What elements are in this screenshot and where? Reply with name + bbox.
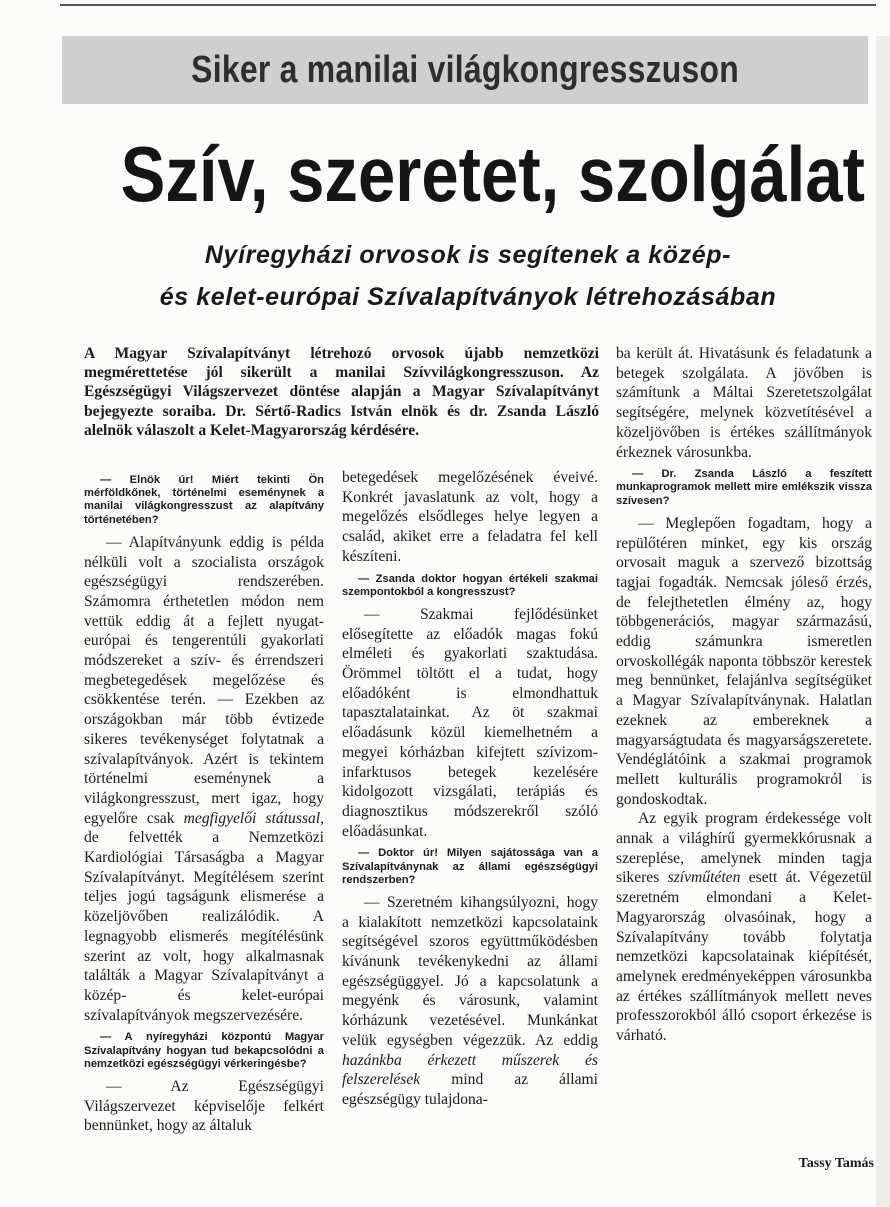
top-rule [60,4,876,6]
answer-4-emphasis: hazánkba érkezett műszerek és felszerelések [342,1051,598,1089]
answer-4-end: ba került át. Hivatásunk és feladatunk a betegek szolgálata. A jövőben is számítunk a Máltai Szeretetszolgálat segítségére, melynek közvetítésével a közeljövőben is értékes szállítmányok érkeznek városunkba. [616,345,872,461]
answer-4-text: — Szeretném kihangsúlyozni, hogy a kialakított nemzetközi kapcsolataink segítségével szoros együttműködésben kívánunk tevékenykedni az állami egészségüggyel. Jó a kapcsolatunk a megyénk és városunk, valamint kórházunk vezetésével. Munkánkat velük egységben végezzük. Az eddig [342,893,598,1049]
author-signature: Tassy Tamás [798,1156,874,1171]
subhead-line-1: Nyíregyházi orvosok is segítenek a közép- [204,241,732,269]
answer-2-continued: betegedések megelőzésének éveivé. Konkrét javaslatunk az volt, hogy a megelőzés elsődleges helye legyen a család, akiket erre a feladatra fel kell készíteni. [342,469,598,565]
answer-6-emphasis: szívműtéten [667,869,741,887]
subhead-line-2: és kelet-európai Szívalapítványok létrehozásában [159,283,777,311]
answer-4 [342,893,598,1110]
headline-text: Szív, szeretet, szolgálat [120,130,865,218]
answer-2: — Az Egészségügyi Világszervezet képviselője felkért bennünket, hogy az általuk [84,1078,324,1135]
subheadline [60,234,876,318]
page-edge-shadow [876,36,890,1207]
answer-5: — Meglepően fogadtam, hogy a repülőtéren minket, egy kis ország orvosait maguk a szervező bizottság tagjai fogadták. Nemcsak jóleső érzés, de felejthetetlen élmény az, hogy többgenerációs, magyar származású, eddig számunkra ismeretlen orvoskollégák naponta többször kerestek meg bennünket, felajánlva segítségüket a Magyar Szívalapítványnak. Halatlan ezeknek az embereknek a magyarságtudata és magyarságszeretete. Vendéglátóink a szakmai programok mellett kulturális programokról is gondoskodtak. [616,514,872,808]
question-1: — Elnök úr! Miért tekinti Ön mérföldkőnek, történelmi eseménynek a manilai világkongresszust az alapítvány történetében? [84,474,324,526]
answer-1-continued: de felvették a Nemzetközi Kardiológiai Társaságba a Magyar Szívalapítványt. Megítélésem szerint teljes jogú tagságunk elismerése a közeljövőben realizálódik. A legnagyobb elismerés megítélésünk szerint az volt, hogy alkalmasnak találták a Magyar Szívalapítványt a közép- és kelet-európai szívalapítványok megszervezésére. [84,829,324,1024]
headline [60,128,876,220]
answer-6 [616,809,872,1045]
answer-6-continued: esett át. Végezetül szeretném elmondani a Kelet-Magyarország olvasóinak, hogy a Szívalapítvány tovább folytatja nemzetközi kapcsolatainak kiépítését, amelynek eredményeképpen városunkba az értékes szállítmányok mellett neves professzorokból álló csoport érkezése is várható. [616,869,872,1045]
column-3 [616,344,872,1046]
kicker-banner [62,36,868,104]
question-2: — A nyíregyházi központú Magyar Szívalapítvány hogyan tud bekapcsolódni a nemzetközi egészségügyi vérkeringésbe? [84,1031,324,1070]
answer-1-text: — Alapítványunk eddig is példa nélküli volt a szocialista országok egészségügyi rendszerében. Számomra érthetetlen módon nem vettük eddig át a fejlett nyugat-európai és tengerentúli gyakorlati módszereket a szív- és érrendszeri megbetegedések megelőzése és csökkentése terén. — Ezekben az országokban már több évtizede sikeres tevékenységet folytatnak a szívalapítványok. Azért is tekintem történelmi eseménynek a világkongresszust, mert igaz, hogy egyelőre csak [84,533,324,827]
answer-6-text: Az egyik program érdekessége volt annak a világhírű gyermekkórusnak a szereplése, amelynek minden tagja sikeres [616,810,872,887]
answer-1-emphasis: megfigyelői státussal, [183,809,324,827]
column-1 [84,468,324,1136]
kicker-text: Siker a manilai világkongresszuson [191,48,739,91]
answer-3: — Szakmai fejlődésünket elősegítette az előadók magas fokú elméleti és gyakorlati szaktudása. Örömmel töltött el a tudat, hogy előadóként is elmondhattuk tapasztalatainkat. Az öt szakmai előadásunk közül kiemelhetném a megyei kórházban kifejtett szívizom-infarktusos betegek kezelésére kidolgozott vizsgálati, terápiás és diagnosztikus módszerekről szóló előadásunkat. [342,605,598,840]
question-5: — Dr. Zsanda László a feszített munkaprogramok mellett mire emlékszik vissza szívesen? [616,468,872,507]
lead-paragraph: A Magyar Szívalapítványt létrehozó orvosok újabb nemzetközi megmérettetése jól sikerült a manilai Szívvilágkongresszuson. Az Egészségügyi Világszervezet döntése alapján a Magyar Szívalapítványt bejegyezte soraiba. Dr. Sértő-Radics István elnök és dr. Zsanda László alelnök válaszolt a Kelet-Magyarország kérdésére. [84,345,599,439]
answer-4-continued: mind az állami egészségügy tulajdona- [342,1071,598,1108]
column-2 [342,468,598,1110]
question-3: — Zsanda doktor hogyan értékeli szakmai szempontokból a kongresszust? [342,572,598,598]
question-4: — Doktor úr! Milyen sajátossága van a Szívalapítványnak az állami egészségügyi rendszerben? [342,847,598,886]
answer-1 [84,533,324,1026]
